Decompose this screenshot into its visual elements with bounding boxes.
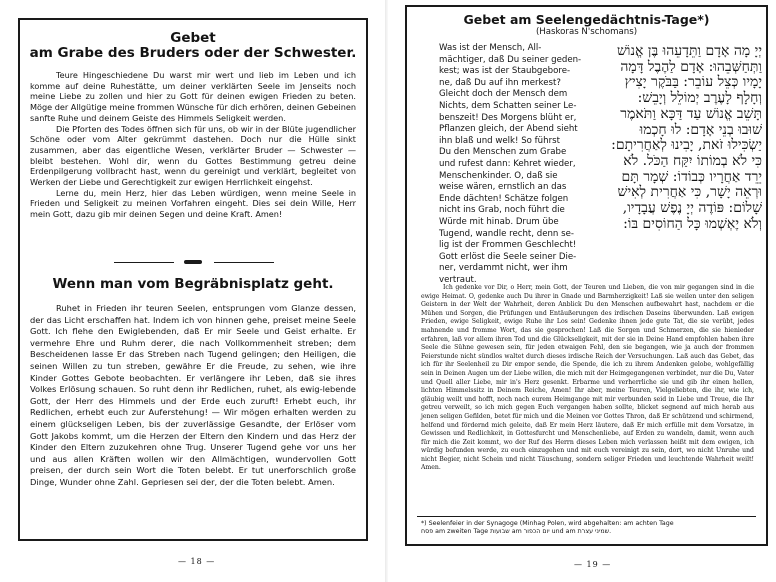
german-line: vertraut. (439, 274, 477, 285)
right-page-frame (405, 5, 768, 546)
section2-paragraph: Ruhet in Frieden ihr teuren Seelen, entsprungen vom Glanze dessen, der das Licht erschaffen hat. Indem ich von hinnen gehe, preiset meine Seele Gott. Ich flehe den Ewiglebenden, daß Er mir Seele und Geist erhalte. Er vermehre Ehre und Ruhm derer, die nach Vollkommenheit streben; dem Bescheidenen lasse Er das Streben nach Tugend gelingen; den Heiligen, die seinen Willen zu tun streben, gewähre Er die Freude, zu sehen, wie ihre Kinder Gottes Gebote beobachten. Er verlängere ihr Leben, daß sie ihres Volkes Erlösung schauen. So ruht denn ihr Redlichen, ruhet, als ewig-lebende Gott, der Herr des Himmels und der Erde euch zuruft! Erhebt euch, ihr Redlichen, erhebt euch zur Auferstehung! — Wir mögen erhalten werden zu einem glückseligen Leben, bis der zuverlässige Gesandte, der Erlöser vom Gott Jakobs kommt, um die Herzen der Eltern den Kindern und das Herz der Kinder den Eltern zuzukehren ohne Trug. Unserer Tugend gehe vor uns her und aus allen Kräften wollen wir den Allmächtigen, wundervollen Gott preisen, der durch sein Wort die Toten belebt. Er tut unerforschlich große Dinge, Wunder ohne Zahl. Gepriesen sei der, der die Toten belebt. Amen. (30, 303, 356, 487)
footnote-rule (417, 516, 756, 517)
left-title-line2: am Grabe des Bruders oder der Schwester. (29, 45, 357, 61)
footnote-line: פסח am zweiten Tage שבועות am יום הכפור und am שמיני עצרת. (421, 528, 612, 535)
german-line: Gott erlöst die Seele seiner Die- (439, 251, 577, 262)
german-line: Menschenkinder. O, daß sie (439, 170, 558, 181)
hebrew-line: יַשְׂכִּילוּ זֹאת, יָבִינוּ לְאַחֲרִיתָם: (611, 137, 762, 154)
german-line: nicht ins Grab, noch führt die (439, 205, 565, 216)
german-line: benszeit! Des Morgens blüht er, (439, 112, 577, 123)
section1-paragraph: Lerne du, mein Herz, hier das Leben würdigen, wenn meine Seele in Frieden und Seligkeit zu meinen Vorfahren eingeht. Dies sei dein Wille, Herr mein Gott, dazu gib mir deinen Segen und deine Kraft. Amen! (30, 187, 356, 220)
divider-ornament (184, 260, 202, 264)
divider-left (114, 262, 174, 263)
hebrew-line: כִּי לֹא בְמוֹתוֹ יִקַּח הַכֹּל. לֹא (623, 152, 762, 169)
hebrew-column (572, 44, 762, 232)
section1-text (30, 70, 356, 220)
german-line: ihn blaß und welk! So führst (439, 135, 560, 146)
section1-paragraph: Die Pforten des Todes öffnen sich für uns, ob wir in der Blüte jugendlicher Schöne oder vom Alter gekrümmt dastehen. Doch nur die Hülle sinkt zusammen, aber das eigentliche Wesen, verklärter Bruder — Schwester — bleibt bestehen. Wohl dir, wenn du Gottes Bestimmung getreu deine Erdenpilgerung vollbracht hast, wenn du gereinigt und verklärt, begleitet von Werken der Liebe und Gerechtigkeit zur ewigen Herrlichkeit eingehst. (30, 123, 356, 188)
left-page-number: — 18 — (178, 557, 216, 566)
german-line: lig ist der Frommen Geschlecht! (439, 240, 577, 251)
hebrew-line: יָמָיו כְּצֵל עוֹבֵר: בַּבֹּקֶר יָצִיץ (624, 74, 762, 91)
section1-paragraph: Teure Hingeschiedene Du warst mir wert und lieb im Leben und ich komme auf deine Ruhestätte, um deiner verklärten Seele im Jenseits noch meine Liebe zu zollen und hier zu Gott für deinen ewigen Frieden zu beten. Möge der Allgütige meine frommen Wünsche für dich erhören, deinen Gebeinen sanfte Ruhe und deinem Geiste des Himmels Seligkeit werden. (30, 70, 356, 123)
left-title-line1: Gebet (170, 30, 216, 46)
left-title2: Wenn man vom Begräbnisplatz geht. (52, 276, 334, 292)
german-line: weise wären, ernstlich an das (439, 182, 567, 193)
prose-paragraph: Ich gedenke vor Dir, o Herr, mein Gott, der Teuren und Lieben, die von mir gegangen sind in die ewige Heimat. O, gedenke auch Du ihrer in Gnade und Barmherzigkeit! Laß sie weilen unter den seligen Geistern in der Welt der Wahrheit, deren Anblick Du den Menschen aufbewahrt hast, nachdem er die Mühen und Sorgen, die Prüfungen und Entäußerungen des irdischen Daseins überwunden. Laß ewigen Frieden, ewige Seligkeit, ewige Ruhe ihr Los sein! Gedenke ihnen jede gute Tat, die sie verübt, jedes mahnende und fromme Wort, das sie gesprochen! Laß die Sorgen und Schmerzen, die sie hienieder erfahren, laß vor allem ihren Tod und die Glückseligkeit, mit der sie in Deine Hand empfohlen haben ihre Seele die Sühne gewesen sein, für jeden etwaigen Fehl, den sie begangen, wie ja auch der frommen Feierstunde nicht sündlos waltet durch dieses irdische Reich der Versuchungen. Laß auch das Gebet, das ich für ihr Seelenheil zu Dir empor sende, die Spende, die ich zu ihrem Andenken gelobe, wohlgefällig sein in Deinen Augen um der Liebe willen, die mich mit der Heimgegangenen verbindet, nur die Du, Vater und Quell aller Liebe, mir in's Herz gesenkt. Erbarme und verherrliche sie und gib ihr einen hellen, lichten Himmelssitz in Deinem Reiche, Amen! Ihr aber, meine Teuren, Vielgeliebten, die ihr, wie ich, gläubig weilt und hofft, noch nach eurem Heimgange mit mir verbunden seid in Liebe und Treue, die Ihr getreu verweilt, so ich mich gegen Euch vergangen haben sollte, blicket segnend auf mich herab aus jenen seligen Gefilden, betet für mich und die Meinen vor Gottes Thron, daß Er schützend und schirmend, helfend und fördernd mich geleite, daß Er mein Herz läutere, daß Er mich erfülle mit dem Vorsatze, in Gewissen und Redlichkeit, in Gottesfurcht und Menschenliebe, auf Erden zu wandeln, damit, wenn auch für mich die Zeit kommt, wo der Ruf des Herrn dieses Leben mich verlassen heißt mit dem ewigen, ich würdig befunden werde, zu euch einzugehen und mit euch vereinigt zu sein, dort, wo nicht Unruhe und nicht Begier, nicht Schein und nicht Täuschung, sondern seliger Frieden und leuchtende Wahrheit weilt! Amen. (421, 284, 754, 472)
german-column (439, 43, 582, 286)
right-title: Gebet am Seelengedächtnis-Tage*) (463, 12, 710, 27)
hebrew-line: יְיָ מָה אָדָם וַתֵּדָעֵהוּ בֶּן אֱנוֹשׁ (617, 43, 762, 59)
german-line: Ende dächten! Schätze folgen (439, 193, 569, 204)
hebrew-line: וְחָלָף לָעֶרֶב יְמוֹלֵל וְיָבֵשׁ: (637, 90, 762, 107)
german-line: ner, verdammt nicht, wer ihm (439, 263, 568, 274)
german-line: Pflanzen gleich, der Abend sieht (439, 124, 578, 135)
german-line: Würde mit hinab. Drum übe (439, 216, 559, 227)
hebrew-line: שׁוּבוּ בְנֵי אָדָם: לוּ חָכְמוּ (639, 121, 762, 138)
hebrew-line: וּרְאֵה יָשָׁר, כִּי אַחֲרִית לְאִישׁ (617, 184, 762, 201)
german-line: und rufest dann: Kehret wieder, (439, 158, 576, 169)
right-page-number: — 19 — (574, 560, 612, 569)
right-subtitle: (Haskoras N'schomans) (535, 27, 638, 37)
right-page (388, 0, 776, 582)
left-page-frame (18, 18, 368, 541)
german-line: Du den Menschen zum Grabe (439, 147, 567, 158)
hebrew-line: שָׁלוֹם: פּוֹדֶה יְיָ נֶפֶשׁ עֲבָדָיו, (622, 200, 762, 217)
prose-text (421, 284, 754, 473)
hebrew-line: יֵרֵד אַחֲרָיו כְּבוֹדוֹ: שְׁמָר תָּם (621, 168, 762, 185)
german-line: kest; was ist der Staubgebore- (439, 66, 571, 77)
german-line: Was ist der Mensch, All- (439, 43, 542, 53)
german-line: Gleicht doch der Mensch dem (439, 89, 568, 100)
german-line: Nichts, dem Schatten seiner Le- (439, 100, 577, 111)
divider-right (214, 262, 274, 263)
hebrew-line: וַתְּחַשְּׁבֵהוּ: אָדָם לַהֶבֶל דָּמָה (620, 58, 762, 75)
footnote (421, 520, 756, 536)
footnote-line: *) Seelenfeier in der Synagoge (Minhag Polen, wird abgehalten: am achten Tage (421, 520, 674, 527)
german-line: mächtiger, daß Du seiner geden- (439, 54, 582, 65)
hebrew-line: תָּשֵׁב אֱנוֹשׁ עַד דַּכָּא וַתֹּאמֶר (620, 105, 762, 122)
german-line: ne, daß Du auf ihn merkest? (439, 77, 561, 88)
german-line: Tugend, wandle recht, denn se- (439, 228, 574, 239)
section2-text (30, 303, 356, 489)
hebrew-line: וְלֹא יֶאְשְׁמוּ כָּל הַחוֹסִים בּוֹ: (623, 215, 762, 232)
